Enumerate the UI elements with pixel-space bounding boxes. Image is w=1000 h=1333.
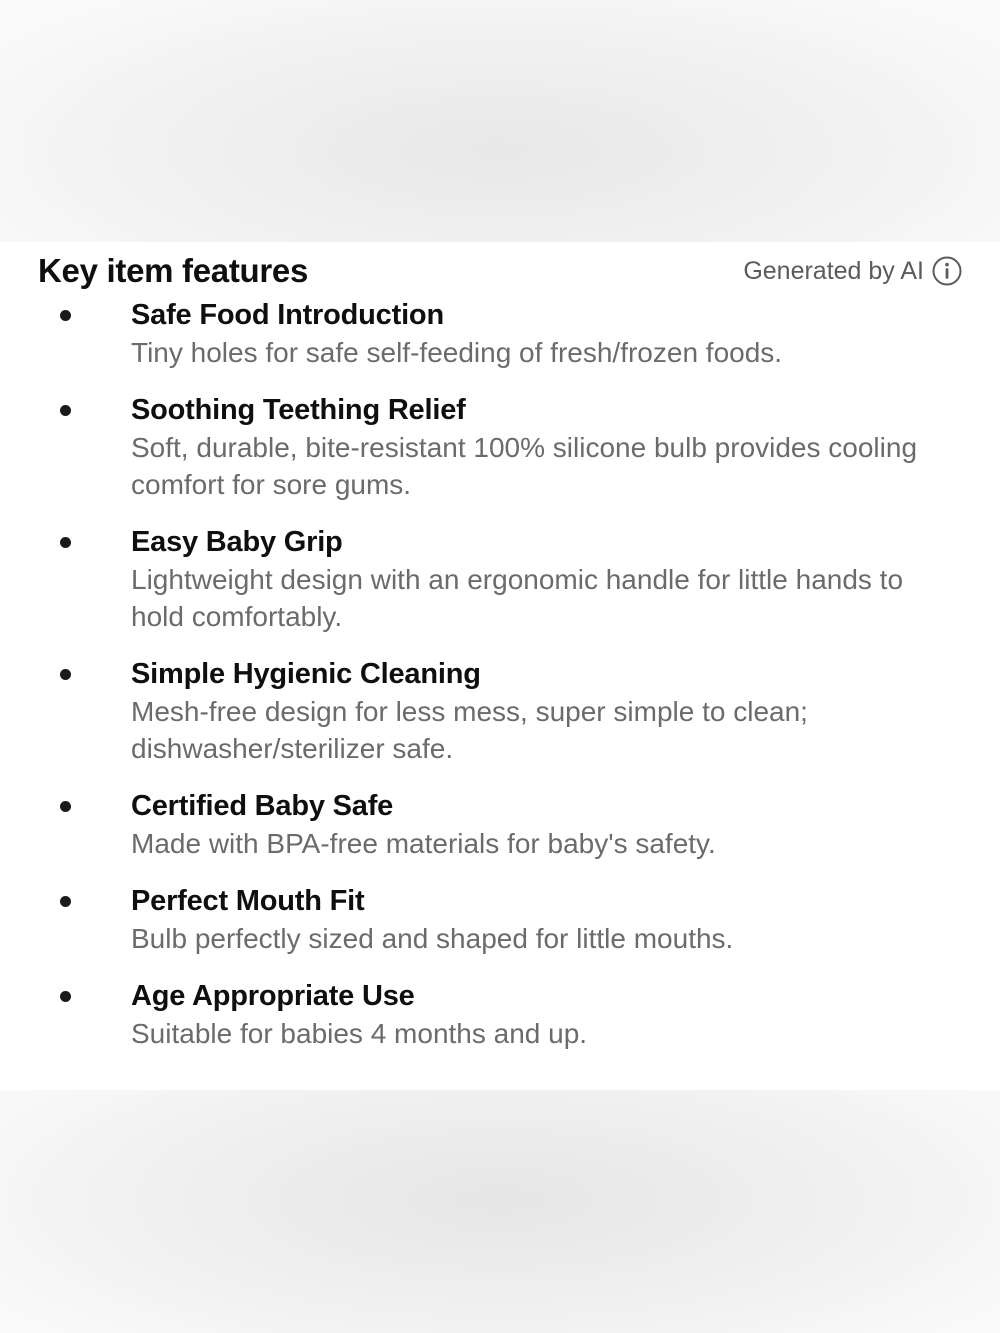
feature-item — [0, 977, 1000, 1052]
bullet-icon — [60, 991, 71, 1002]
bullet-icon — [60, 801, 71, 812]
feature-title: Age Appropriate Use — [131, 980, 415, 1012]
background-bottom — [0, 1090, 1000, 1333]
info-icon[interactable] — [932, 256, 962, 286]
ai-generated-label: Generated by AI — [743, 256, 924, 285]
background-top — [0, 0, 1000, 242]
feature-description: Mesh-free design for less mess, super simple to clean; dishwasher/sterilizer safe. — [131, 696, 808, 764]
feature-title: Certified Baby Safe — [131, 790, 394, 822]
feature-title: Soothing Teething Relief — [131, 394, 466, 426]
feature-title: Simple Hygienic Cleaning — [131, 658, 481, 690]
bullet-icon — [60, 669, 71, 680]
feature-description: Lightweight design with an ergonomic handle for little hands to hold comfortably. — [131, 564, 904, 632]
feature-item — [0, 882, 1000, 957]
feature-title: Easy Baby Grip — [131, 526, 343, 558]
feature-description: Soft, durable, bite-resistant 100% silicone bulb provides cooling comfort for sore gums. — [131, 432, 918, 500]
feature-item — [0, 787, 1000, 862]
feature-title: Safe Food Introduction — [131, 299, 444, 331]
feature-description: Tiny holes for safe self-feeding of fresh/frozen foods. — [131, 337, 783, 368]
feature-item — [0, 296, 1000, 371]
features-list — [0, 296, 1000, 1072]
ai-generated-tag[interactable] — [743, 256, 962, 286]
bullet-icon — [60, 896, 71, 907]
bullet-icon — [60, 310, 71, 321]
features-header — [38, 242, 962, 289]
feature-description: Suitable for babies 4 months and up. — [131, 1018, 588, 1049]
feature-description: Bulb perfectly sized and shaped for little mouths. — [131, 923, 734, 954]
feature-title: Perfect Mouth Fit — [131, 885, 365, 917]
feature-description: Made with BPA-free materials for baby's safety. — [131, 828, 716, 859]
bullet-icon — [60, 405, 71, 416]
section-title: Key item features — [38, 252, 309, 289]
feature-item — [0, 523, 1000, 635]
bullet-icon — [60, 537, 71, 548]
feature-item — [0, 655, 1000, 767]
feature-item — [0, 391, 1000, 503]
key-features-card — [0, 242, 1000, 1090]
